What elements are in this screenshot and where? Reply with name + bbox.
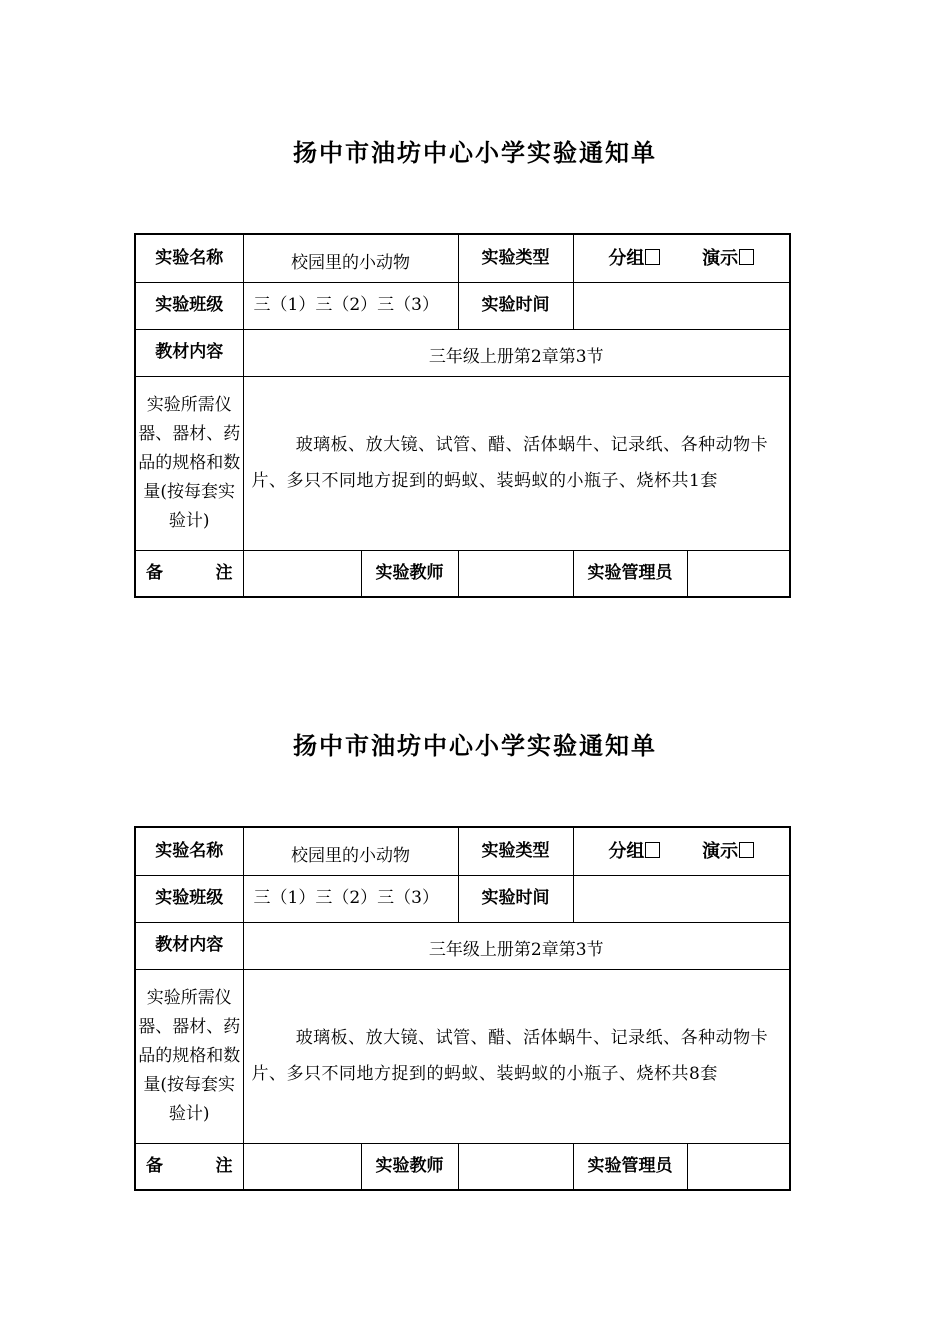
admin-value	[687, 1143, 790, 1190]
label-remark-a: 备	[146, 562, 163, 583]
experiment-name-value: 校园里的小动物	[243, 234, 458, 282]
label-remark-b: 注	[215, 562, 233, 583]
option-group[interactable]	[608, 842, 660, 861]
equipment-value	[243, 969, 790, 1143]
notice-table	[134, 826, 791, 1191]
form-title: 扬中市油坊中心小学实验通知单	[293, 139, 657, 167]
option-group[interactable]	[608, 249, 660, 268]
label-remark	[135, 550, 243, 597]
label-remark-b: 注	[215, 1155, 233, 1176]
option-group-label: 分组	[608, 840, 645, 862]
remark-value	[243, 1143, 361, 1190]
checkbox-icon[interactable]	[645, 842, 660, 858]
experiment-class-value: 三（1）三（2）三（3）	[243, 282, 458, 329]
experiment-type-options	[573, 827, 790, 875]
equipment-value	[243, 376, 790, 550]
checkbox-icon[interactable]	[739, 249, 754, 265]
label-experiment-name: 实验名称	[135, 234, 243, 282]
option-group-label: 分组	[608, 247, 645, 269]
teacher-value	[458, 550, 573, 597]
label-experiment-name: 实验名称	[135, 827, 243, 875]
label-experiment-class: 实验班级	[135, 875, 243, 922]
teacher-value	[458, 1143, 573, 1190]
label-teacher: 实验教师	[361, 1143, 458, 1190]
option-demo[interactable]	[702, 842, 754, 861]
equipment-text: 玻璃板、放大镜、试管、醋、活体蜗牛、记录纸、各种动物卡片、多只不同地方捉到的蚂蚁、装蚂蚁的小瓶子、烧杯共8套	[251, 1028, 769, 1084]
experiment-time-value	[573, 875, 790, 922]
label-equipment: 实验所需仪器、器材、药品的规格和数量(按每套实验计)	[135, 376, 243, 550]
label-experiment-type: 实验类型	[458, 827, 573, 875]
form-title: 扬中市油坊中心小学实验通知单	[293, 732, 657, 760]
admin-value	[687, 550, 790, 597]
label-admin: 实验管理员	[573, 550, 687, 597]
option-demo-label: 演示	[702, 247, 739, 269]
label-equipment: 实验所需仪器、器材、药品的规格和数量(按每套实验计)	[135, 969, 243, 1143]
label-experiment-type: 实验类型	[458, 234, 573, 282]
notice-table	[134, 233, 791, 598]
label-admin: 实验管理员	[573, 1143, 687, 1190]
experiment-time-value	[573, 282, 790, 329]
textbook-value: 三年级上册第2章第3节	[243, 922, 790, 969]
label-textbook: 教材内容	[135, 329, 243, 376]
checkbox-icon[interactable]	[645, 249, 660, 265]
option-demo[interactable]	[702, 249, 754, 268]
textbook-value: 三年级上册第2章第3节	[243, 329, 790, 376]
label-remark-a: 备	[146, 1155, 163, 1176]
experiment-type-options	[573, 234, 790, 282]
label-experiment-class: 实验班级	[135, 282, 243, 329]
experiment-class-value: 三（1）三（2）三（3）	[243, 875, 458, 922]
label-remark	[135, 1143, 243, 1190]
experiment-name-value: 校园里的小动物	[243, 827, 458, 875]
label-textbook: 教材内容	[135, 922, 243, 969]
option-demo-label: 演示	[702, 840, 739, 862]
remark-value	[243, 550, 361, 597]
label-teacher: 实验教师	[361, 550, 458, 597]
label-experiment-time: 实验时间	[458, 282, 573, 329]
checkbox-icon[interactable]	[739, 842, 754, 858]
label-experiment-time: 实验时间	[458, 875, 573, 922]
equipment-text: 玻璃板、放大镜、试管、醋、活体蜗牛、记录纸、各种动物卡片、多只不同地方捉到的蚂蚁、装蚂蚁的小瓶子、烧杯共1套	[251, 435, 769, 491]
